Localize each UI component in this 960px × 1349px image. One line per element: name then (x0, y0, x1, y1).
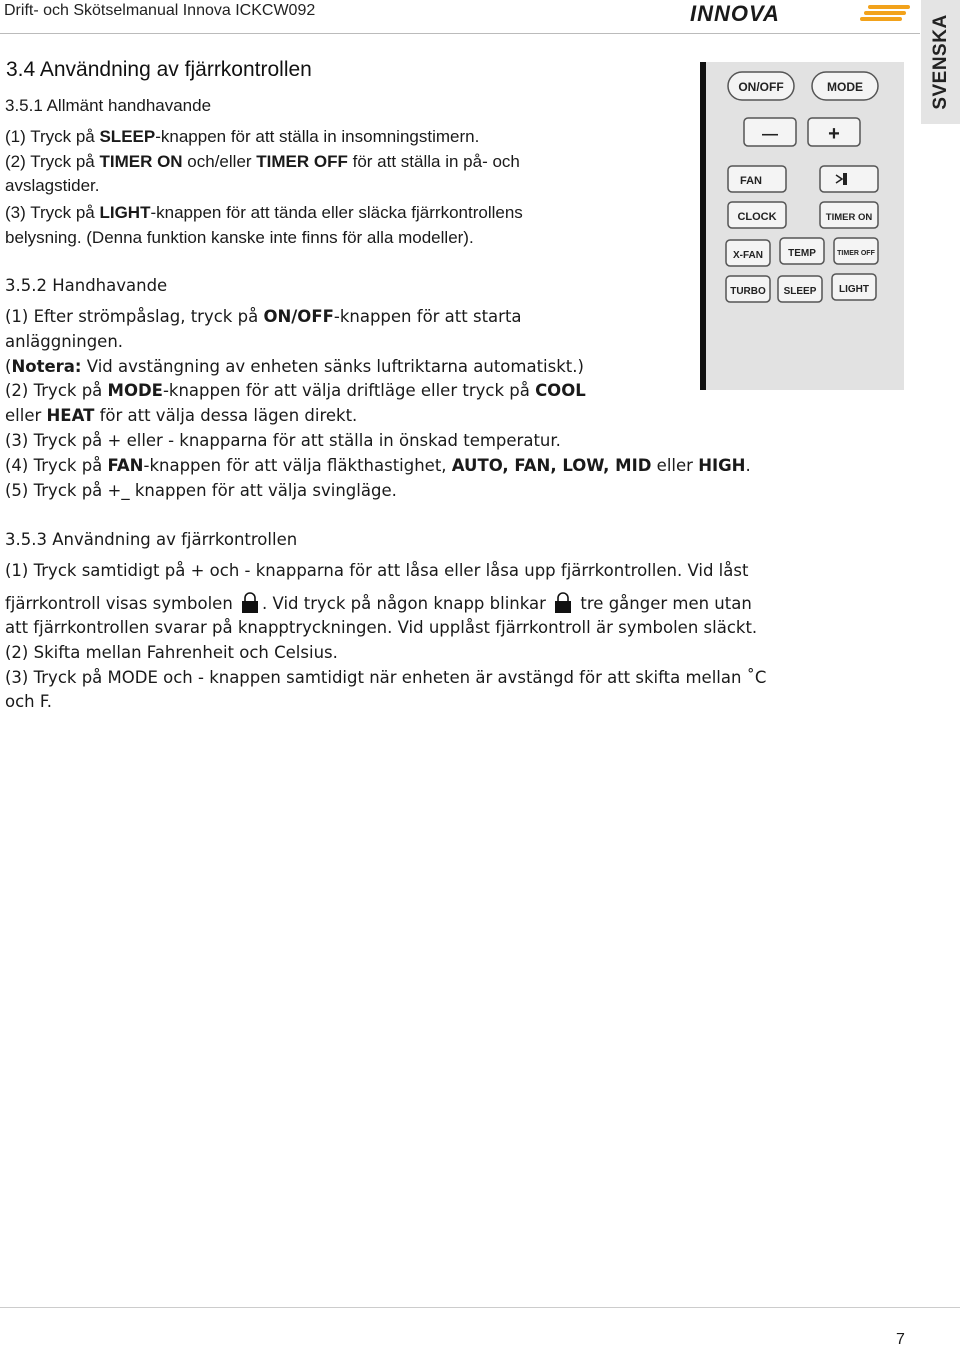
subsection-title-351: 3.5.1 Allmänt handhavande (5, 96, 212, 115)
remote-button-plus: + (828, 123, 840, 145)
lock-icon (240, 592, 260, 614)
note-line: (Notera: Vid avstängning av enheten sänks luftriktarna automatiskt.) (5, 357, 584, 376)
remote-button-timer-on: TIMER ON (825, 212, 873, 223)
remote-button-onoff: ON/OFF (738, 80, 784, 94)
remote-button-mode: MODE (827, 80, 863, 94)
paragraph-line: (3) Tryck på LIGHT-knappen för att tända eller släcka fjärrkontrollens (5, 203, 523, 222)
remote-button-turbo: TURBO (730, 286, 766, 297)
paragraph-line: fjärrkontroll visas symbolen . Vid tryck på någon knapp blinkar tre gånger men utan (5, 594, 752, 613)
paragraph-line: (2) Skifta mellan Fahrenheit och Celsius. (5, 643, 338, 662)
remote-button-fan: FAN (740, 175, 762, 187)
subsection-title-353: 3.5.3 Användning av fjärrkontrollen (5, 530, 298, 549)
remote-button-xfan: X-FAN (733, 250, 763, 261)
paragraph-line: anläggningen. (5, 332, 124, 351)
paragraph-line: avslagstider. (5, 176, 100, 195)
paragraph-line: eller HEAT för att välja dessa lägen direkt. (5, 406, 358, 425)
paragraph-line: att fjärrkontrollen svarar på knapptryckningen. Vid upplåst fjärrkontroll är symbolen släckt. (5, 618, 758, 637)
paragraph-line: (2) Tryck på TIMER ON och/eller TIMER OFF för att ställa in på- och (5, 152, 520, 171)
paragraph-line: (3) Tryck på + eller - knapparna för att ställa in önskad temperatur. (5, 431, 561, 450)
innova-logo (690, 2, 912, 24)
paragraph-line: belysning. (Denna funktion kanske inte finns för alla modeller). (5, 228, 474, 247)
paragraph-line: (4) Tryck på FAN-knappen för att välja fläkthastighet, AUTO, FAN, LOW, MID eller HIGH. (5, 456, 751, 475)
language-tab-label: SVENSKA (929, 14, 951, 110)
remote-button-temp: TEMP (788, 248, 816, 259)
paragraph-line: och F. (5, 692, 52, 711)
footer-divider (0, 1307, 960, 1308)
paragraph-line: (5) Tryck på +_ knappen för att välja svingläge. (5, 481, 397, 500)
section-title: 3.4 Användning av fjärrkontrollen (6, 58, 312, 81)
document-title: Drift- och Skötselmanual Innova ICKCW092 (4, 2, 316, 19)
remote-control-image (700, 62, 904, 390)
page-number: 7 (896, 1331, 905, 1348)
remote-button-sleep: SLEEP (783, 286, 817, 297)
paragraph-line: (1) Tryck samtidigt på + och - knapparna för att låsa eller låsa upp fjärrkontrollen. Vid låst (5, 561, 749, 580)
paragraph-line: (1) Tryck på SLEEP-knappen för att ställa in insomningstimern. (5, 127, 480, 146)
remote-button-minus: — (762, 126, 778, 143)
logo-text: INNOVA (690, 2, 780, 24)
language-tab (921, 0, 960, 124)
remote-button-clock: CLOCK (737, 211, 777, 223)
subsection-title-352: 3.5.2 Handhavande (5, 276, 168, 295)
paragraph-line: (2) Tryck på MODE-knappen för att välja driftläge eller tryck på COOL (5, 381, 586, 400)
paragraph-line: (1) Efter strömpåslag, tryck på ON/OFF-knappen för att starta (5, 307, 522, 326)
header-divider (0, 33, 920, 34)
lock-icon (553, 592, 573, 614)
remote-button-timer-off: TIMER OFF (837, 250, 875, 257)
remote-button-light: LIGHT (839, 284, 869, 295)
paragraph-line: (3) Tryck på MODE och - knappen samtidigt när enheten är avstängd för att skifta mellan ˚C (5, 668, 767, 687)
